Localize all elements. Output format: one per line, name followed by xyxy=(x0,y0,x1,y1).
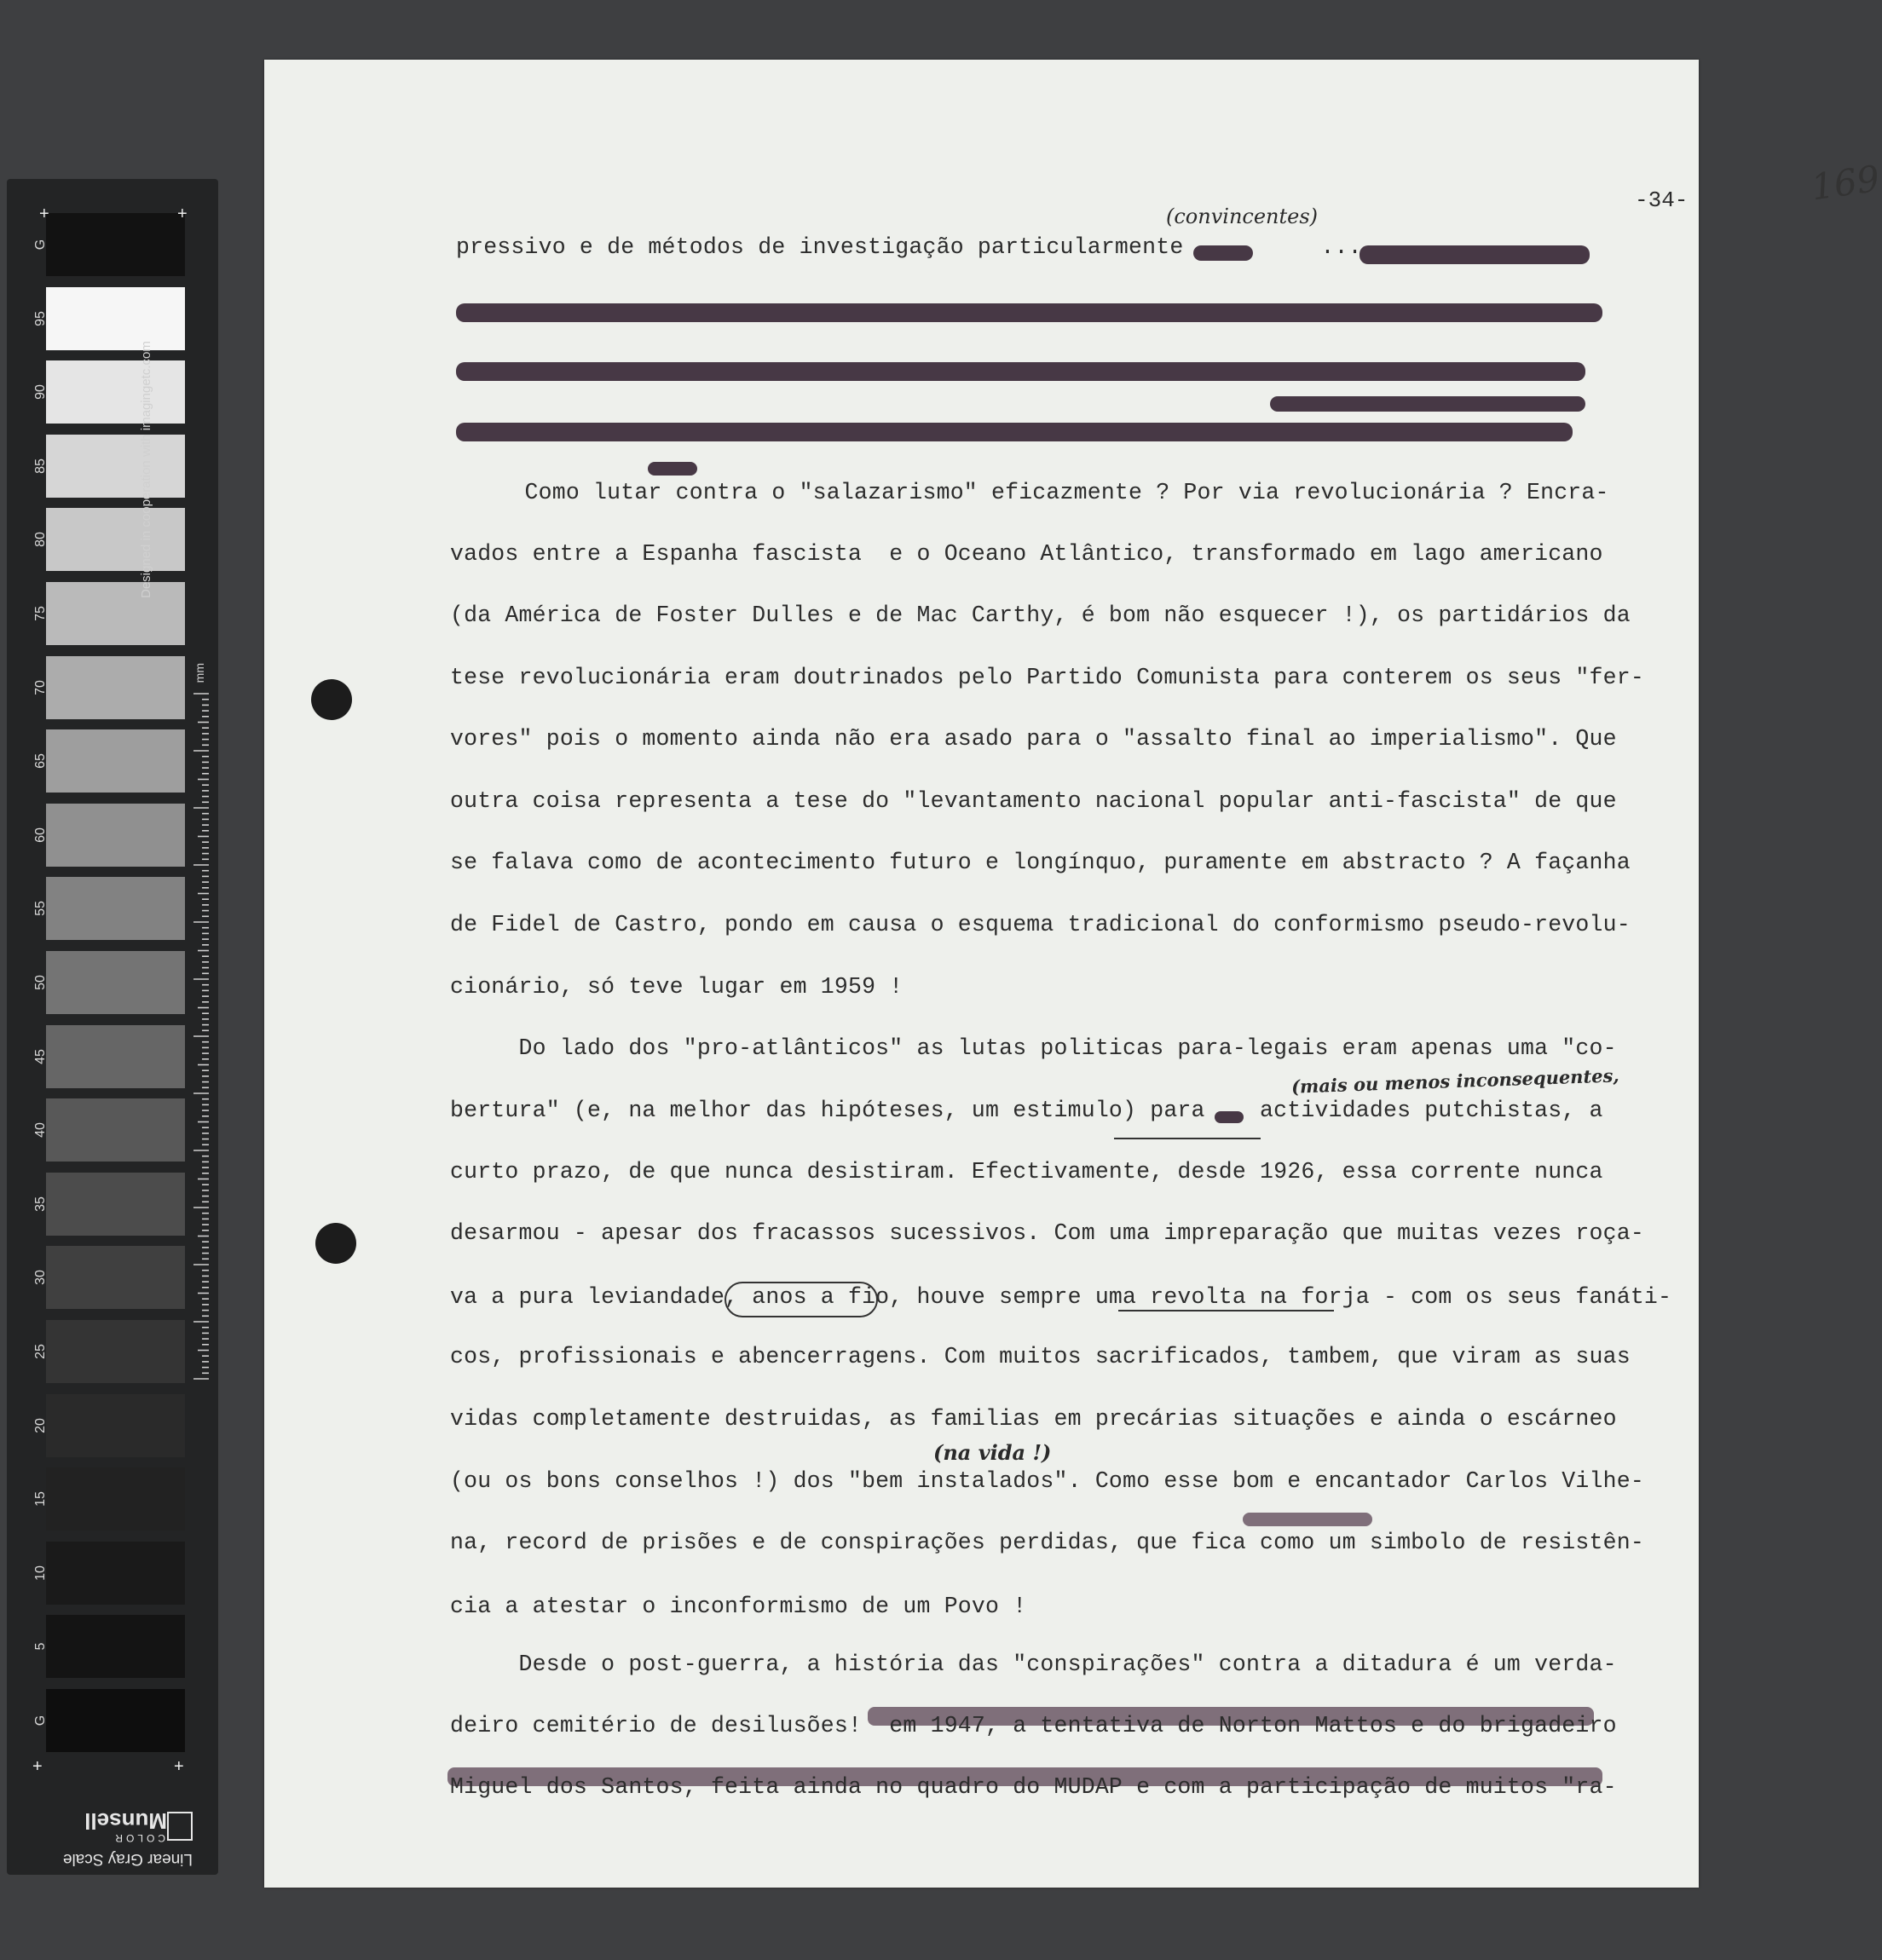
gray-swatch xyxy=(46,1246,185,1309)
gray-swatch-label: 45 xyxy=(33,1048,48,1064)
gray-swatch xyxy=(46,1173,185,1236)
gray-swatch-label: 15 xyxy=(33,1491,48,1507)
brand-sub: COLOR xyxy=(112,1832,165,1844)
gray-swatch-label: 50 xyxy=(33,975,48,990)
text-line: Como lutar contra o "salazarismo" eficazmente ? Por via revolucionária ? Encra- xyxy=(456,480,1609,505)
gray-swatch-label: 35 xyxy=(33,1196,48,1212)
munsell-logo xyxy=(26,1800,196,1868)
gray-swatch-label: G xyxy=(33,1715,48,1727)
text-line: desarmou - apesar dos fracassos sucessivos. Com uma impreparação que muitas vezes roça- xyxy=(450,1220,1644,1246)
mm-label: mm xyxy=(193,663,206,683)
plus-mark: + xyxy=(174,1757,184,1776)
gray-swatch-label: 40 xyxy=(33,1122,48,1139)
gray-swatch xyxy=(46,287,185,350)
plus-mark: + xyxy=(32,1757,43,1776)
gray-swatch-label: 20 xyxy=(33,1417,48,1433)
punch-hole xyxy=(311,679,352,720)
gray-swatch xyxy=(46,360,185,424)
gray-swatch-label: G xyxy=(33,239,48,251)
gray-swatch xyxy=(46,1098,185,1162)
text-line: pressivo e de métodos de investigação particularmente ... xyxy=(456,234,1362,260)
redaction-bar xyxy=(1360,245,1590,264)
plus-mark: + xyxy=(39,205,49,223)
gray-swatch xyxy=(46,1689,185,1752)
text-line: vidas completamente destruidas, as familias em precárias situações e ainda o escárneo xyxy=(450,1406,1617,1432)
text-line: vados entre a Espanha fascista e o Oceano Atlântico, transformado em lago americano xyxy=(450,541,1603,567)
text-line: cos, profissionais e abencerragens. Com muitos sacrificados, tambem, que viram as suas xyxy=(450,1344,1631,1369)
redaction-bar xyxy=(1270,396,1585,412)
text-line: Desde o post-guerra, a história das "conspirações" contra a ditadura é um verda- xyxy=(450,1652,1617,1677)
mm-ruler xyxy=(192,692,212,1715)
text-line: de Fidel de Castro, pondo em causa o esquema tradicional do conformismo pseudo-revolu- xyxy=(450,912,1631,937)
underline-mark xyxy=(1114,1138,1261,1139)
typed-page xyxy=(264,60,1882,1888)
gray-swatch xyxy=(46,508,185,571)
strikeout-mark xyxy=(1243,1513,1372,1526)
gray-swatch-label: 90 xyxy=(33,384,48,401)
gray-swatch-label: 5 xyxy=(33,1642,48,1651)
underline-mark xyxy=(1118,1310,1334,1311)
page-number: -34- xyxy=(1635,187,1689,213)
gray-swatch-label: 80 xyxy=(33,532,48,548)
text-line: vores" pois o momento ainda não era asado para o "assalto final ao imperialismo". Que xyxy=(450,726,1617,752)
text-line: bertura" (e, na melhor das hipóteses, um estimulo) para actividades putchistas, a xyxy=(450,1098,1603,1123)
gray-swatch xyxy=(46,1025,185,1088)
text-line: (da América de Foster Dulles e de Mac Carthy, é bom não esquecer !), os partidários da xyxy=(450,602,1631,628)
gray-swatch xyxy=(46,951,185,1014)
text-line: deiro cemitério de desilusões! em 1947, a tentativa de Norton Mattos e do brigadeiro xyxy=(450,1713,1617,1738)
redaction-bar xyxy=(648,462,697,476)
gray-swatch xyxy=(46,877,185,940)
text-line: Do lado dos "pro-atlânticos" as lutas politicas para-legais eram apenas uma "co- xyxy=(450,1035,1617,1061)
gray-swatch-label: 60 xyxy=(33,827,48,843)
handwritten-page-number: 169 xyxy=(1808,157,1882,209)
punch-hole xyxy=(315,1223,356,1264)
gray-swatch-label: 55 xyxy=(33,901,48,917)
gray-swatch xyxy=(46,1320,185,1383)
text-line: Miguel dos Santos, feita ainda no quadro do MUDAP e com a participação de muitos "ra- xyxy=(450,1774,1617,1800)
annotation-na-vida: (na vida !) xyxy=(933,1440,1052,1465)
plus-mark: + xyxy=(177,205,188,223)
text-line: curto prazo, de que nunca desistiram. Efectivamente, desde 1926, essa corrente nunca xyxy=(450,1159,1603,1185)
gray-swatch-label: 85 xyxy=(33,458,48,474)
gray-swatch-label: 95 xyxy=(33,310,48,326)
gray-swatch-label: 10 xyxy=(33,1565,48,1581)
gray-swatch-label: 70 xyxy=(33,679,48,695)
gray-swatch-label: 75 xyxy=(33,606,48,621)
scale-title: Linear Gray Scale xyxy=(62,1850,193,1868)
cooperation-text: Designed in cooperation with imagingetc.com xyxy=(139,341,153,598)
gray-swatch xyxy=(46,1467,185,1531)
text-line: tese revolucionária eram doutrinados pelo Partido Comunista para conterem os seus "fer- xyxy=(450,665,1644,690)
gray-swatch-label: 30 xyxy=(33,1270,48,1286)
text-line: se falava como de acontecimento futuro e longínquo, puramente em abstracto ? A façanha xyxy=(450,850,1631,875)
gray-swatch xyxy=(46,1615,185,1678)
redaction-bar xyxy=(456,362,1585,381)
brand-name: Munsell xyxy=(84,1808,167,1834)
gray-swatch-label: 65 xyxy=(33,753,48,770)
redaction-bar xyxy=(456,423,1573,441)
annotation-mais-ou-menos: (mais ou menos inconsequentes, xyxy=(1290,1064,1620,1098)
munsell-logo-icon xyxy=(167,1812,193,1841)
gray-scale-card xyxy=(7,179,218,1875)
gray-swatch xyxy=(46,582,185,645)
circled-words xyxy=(725,1282,878,1317)
gray-swatch xyxy=(46,804,185,867)
gray-swatch xyxy=(46,729,185,793)
text-line: na, record de prisões e de conspirações perdidas, que fica como um simbolo de resistên- xyxy=(450,1530,1644,1555)
gray-swatch xyxy=(46,656,185,719)
text-line: cia a atestar o inconformismo de um Povo ! xyxy=(450,1594,1027,1619)
gray-swatch-label: 25 xyxy=(33,1344,48,1359)
text-line: cionário, só teve lugar em 1959 ! xyxy=(450,974,903,1000)
gray-swatch xyxy=(46,213,185,276)
text-line: (ou os bons conselhos !) dos "bem instalados". Como esse bom e encantador Carlos Vilhe- xyxy=(450,1468,1644,1494)
gray-swatch xyxy=(46,435,185,498)
annotation-convincentes: (convincentes) xyxy=(1166,205,1319,228)
text-line: outra coisa representa a tese do "levantamento nacional popular anti-fascista" de que xyxy=(450,788,1617,814)
gray-swatch xyxy=(46,1542,185,1605)
text-line: va a pura leviandade, anos a fio, houve sempre uma revolta na forja - com os seus fanáti- xyxy=(450,1284,1672,1310)
gray-swatch xyxy=(46,1394,185,1457)
redaction-bar xyxy=(456,303,1602,322)
